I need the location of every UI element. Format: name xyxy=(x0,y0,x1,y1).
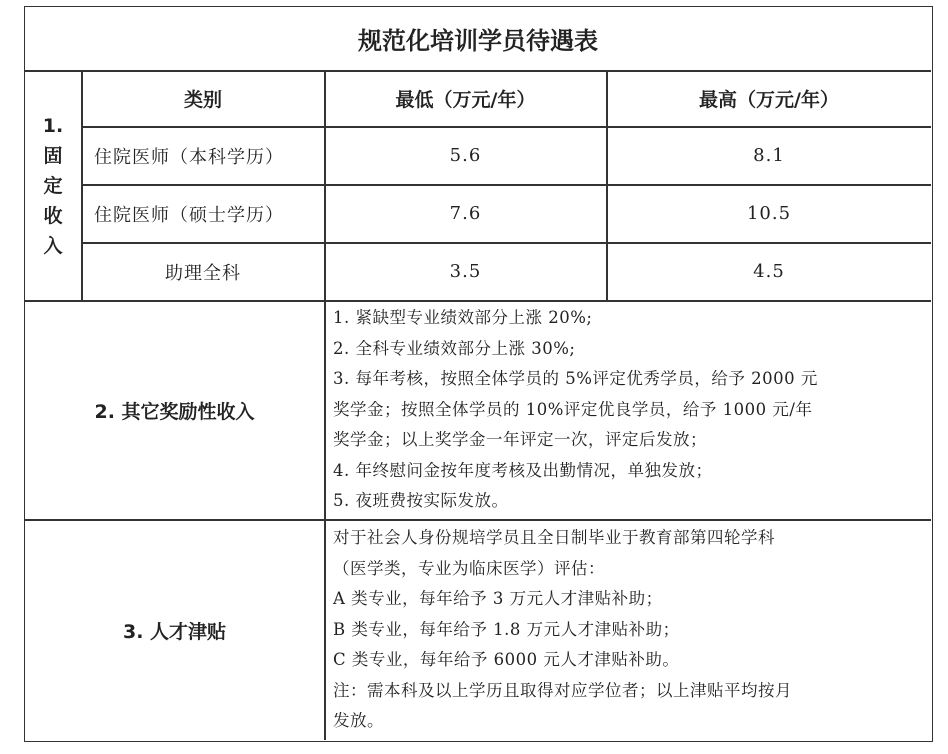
table-title: 规范化培训学员待遇表 xyxy=(358,27,598,55)
detail-line: 奖学金；以上奖学金一年评定一次，评定后发放； xyxy=(333,430,707,449)
row-max: 10.5 xyxy=(746,203,792,224)
detail-line: 5. 夜班费按实际发放。 xyxy=(333,491,509,510)
section2-details xyxy=(333,303,818,517)
row-category: 住院医师（硕士学历） xyxy=(94,204,284,226)
detail-line: 发放。 xyxy=(333,711,384,730)
row-min: 5.6 xyxy=(449,145,482,166)
detail-line: A 类专业，每年给予 3 万元人才津贴补助； xyxy=(333,589,663,608)
row-category: 助理全科 xyxy=(165,262,241,284)
detail-line: 1. 紧缺型专业绩效部分上涨 20%; xyxy=(333,308,593,327)
row-max: 8.1 xyxy=(753,145,785,166)
section1-label-char: 固 xyxy=(43,144,63,167)
row-min: 7.6 xyxy=(449,203,482,224)
section3-label: 3. 人才津贴 xyxy=(122,620,227,643)
benefits-table xyxy=(24,6,933,742)
header-max: 最高（万元/年） xyxy=(699,89,839,111)
detail-line: B 类专业，每年给予 1.8 万元人才津贴补助； xyxy=(333,619,680,639)
row-category: 住院医师（本科学历） xyxy=(94,146,284,168)
detail-line: 注：需本科及以上学历且取得对应学位者；以上津贴平均按月 xyxy=(333,680,792,700)
detail-line: C 类专业，每年给予 6000 元人才津贴补助。 xyxy=(333,650,680,669)
detail-line: 3. 每年考核，按照全体学员的 5%评定优秀学员，给予 2000 元 xyxy=(333,369,818,388)
row-min: 3.5 xyxy=(449,261,482,282)
detail-line: 对于社会人身份规培学员且全日制毕业于教育部第四轮学科 xyxy=(333,528,775,547)
section2-label: 2. 其它奖励性收入 xyxy=(94,400,255,423)
section1-label-char: 定 xyxy=(43,174,63,197)
row-max: 4.5 xyxy=(753,261,785,282)
section1-label-char: 1. xyxy=(42,114,64,137)
section1-label-char: 收 xyxy=(43,204,63,227)
detail-line: 4. 年终慰问金按年度考核及出勤情况，单独发放； xyxy=(333,460,713,480)
header-min: 最低（万元/年） xyxy=(395,89,536,111)
section1-label-char: 入 xyxy=(43,234,63,257)
detail-line: （医学类，专业为临床医学）评估： xyxy=(333,558,605,578)
detail-line: 奖学金；按照全体学员的 10%评定优良学员，给予 1000 元/年 xyxy=(333,399,813,419)
section1-label xyxy=(25,71,81,300)
section3-details xyxy=(333,523,792,737)
detail-line: 2. 全科专业绩效部分上涨 30%; xyxy=(333,338,576,358)
header-category: 类别 xyxy=(183,89,222,111)
